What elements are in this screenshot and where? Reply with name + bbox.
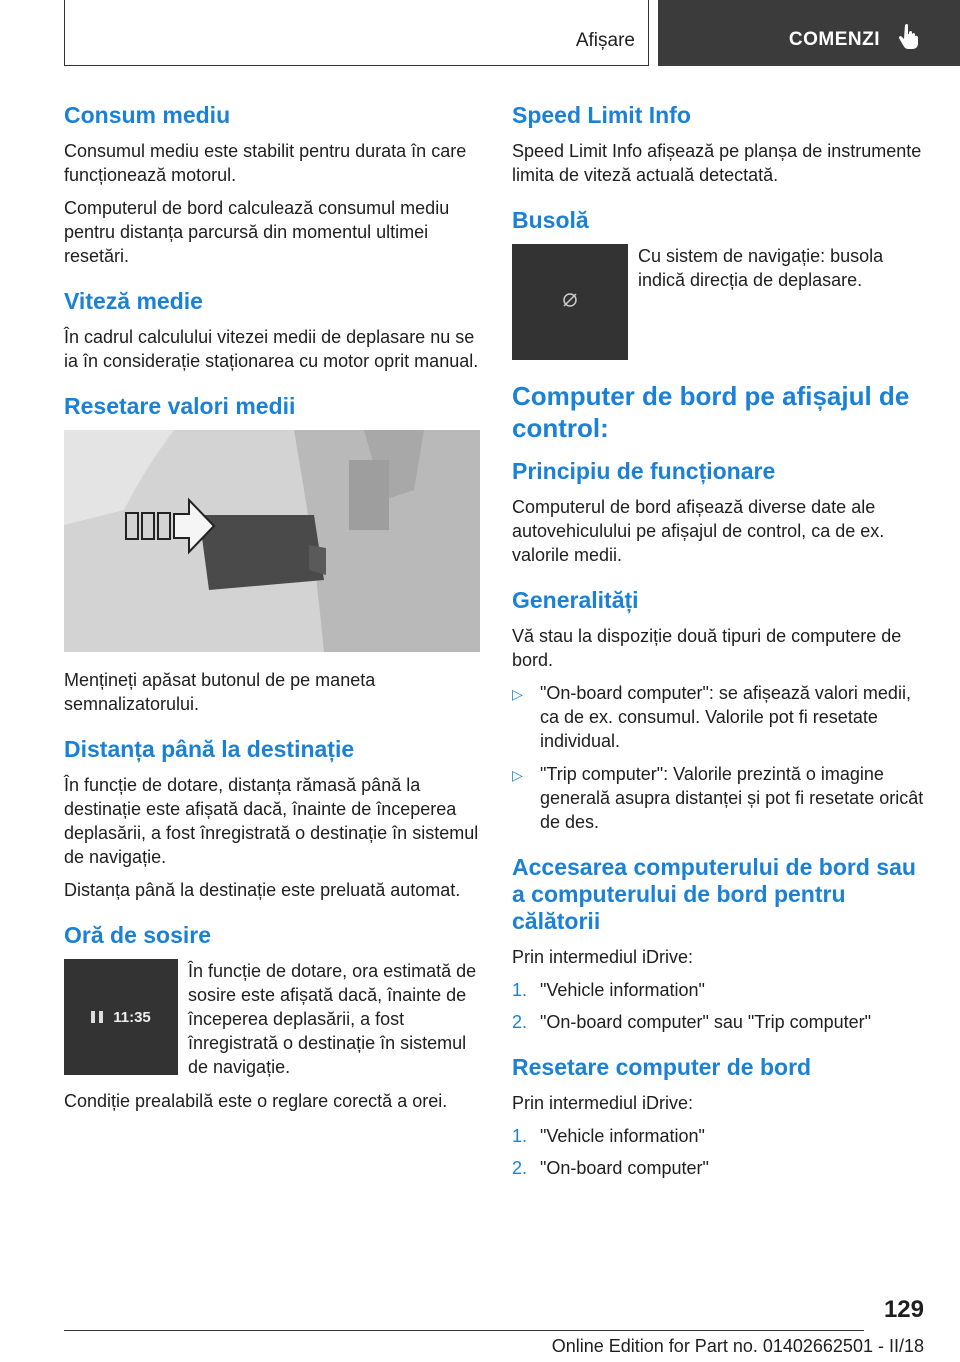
section-ora-sosire [64,922,480,1113]
paragraph: Consumul mediu este stabilit pentru durata în care funcționează motorul. [64,141,467,185]
footer-edition: Online Edition for Part no. 01402662501 - II/18 [551,1336,924,1356]
paragraph: Speed Limit Info afișează pe planșa de instrumente limita de viteză actuală detectată. [512,141,922,185]
section-principiu [512,458,928,567]
page-number: 129 [883,1296,924,1323]
triangle-bullet-icon: ▷ [512,686,523,702]
heading-busola: Busolă [512,207,589,233]
heading-consum-mediu: Consum mediu [64,102,231,128]
heading-speed-limit-info: Speed Limit Info [512,102,691,128]
heading-resetare-valori: Resetare valori medii [64,393,296,419]
left-column [64,102,480,1133]
list-item-text: "Vehicle information" [540,1126,705,1146]
list-item [512,762,928,834]
arrival-time-display [64,959,178,1075]
header-chapter-title: COMENZI [788,29,880,50]
step-number: 1. [512,980,528,1000]
step-number: 2. [512,1158,528,1178]
paragraph: Computerul de bord calculează consumul mediu pentru distanța parcursă din momentul ultimei resetări. [64,198,450,266]
header-section-title: Afișare [575,30,635,51]
step-number: 1. [512,1126,528,1146]
right-column [512,102,928,1200]
heading-viteza-medie: Viteză medie [64,288,203,314]
section-accesare [512,854,928,1034]
section-resetare-computer [512,1054,928,1180]
header-chapter-tab [658,0,960,66]
list-item [512,1156,928,1180]
list-item-text: "On-board computer" [540,1158,709,1178]
flag-icon [91,1011,107,1023]
section-distanta-destinatie [64,736,480,902]
list-item [512,681,928,753]
arrival-time-row [64,959,480,1079]
compass-display [512,244,628,360]
paragraph: Prin intermediul iDrive: [512,947,694,967]
section-busola [512,207,928,360]
heading-distanta-destinatie: Distanța până la destinație [64,736,355,762]
list-item-text: "On-board computer": se afișează valori medii, ca de ex. consumul. Valorile pot fi resetate individual. [540,683,911,751]
paragraph: Vă stau la dispoziție două tipuri de computere de bord. [512,626,902,670]
section-speed-limit-info [512,102,928,187]
section-viteza-medie [64,288,480,373]
paragraph: În funcție de dotare, distanța rămasă până la destinație este afișată dacă, înainte de începerea deplasării, a fost înregistrată o destinație în sistemul de navigație. [64,775,479,867]
list-item [512,978,928,1002]
list-item-text: "Vehicle information" [540,980,705,1000]
section-generalitati [512,587,928,834]
heading-accesare: Accesarea computerului de bord sau a computerului de bord pentru călătorii [512,854,916,934]
heading-resetare-computer: Resetare computer de bord [512,1054,812,1080]
paragraph: Condiție prealabilă este o reglare corectă a orei. [64,1091,448,1111]
paragraph: În funcție de dotare, ora estimată de sosire este afișată dacă, înainte de începerea deplasării, a fost înregistrată o destinație în sistemul de navigație. [188,961,477,1077]
compass-icon [561,291,579,314]
footer-divider [64,1330,864,1331]
photo-caption: Mențineți apăsat butonul de pe maneta semnalizatorului. [64,670,376,714]
heading-principiu: Principiu de funcționare [512,458,776,484]
paragraph: Prin intermediul iDrive: [512,1093,694,1113]
heading-generalitati: Generalități [512,587,639,613]
compass-row [512,244,928,360]
paragraph: Distanța până la destinație este preluată automat. [64,880,461,900]
paragraph: Computerul de bord afișează diverse date ale autovehiculului pe afișajul de control, ca de ex. valorile medii. [512,497,885,565]
list-item [512,1010,928,1034]
paragraph: În cadrul calculului vitezei medii de deplasare nu se ia în considerație staționarea cu motor oprit manual. [64,327,479,371]
step-number: 2. [512,1012,528,1032]
list-item-text: "Trip computer": Valorile prezintă o imagine generală asupra distanței și pot fi resetate oricât de des. [540,764,924,832]
list-item-text: "On-board computer" sau "Trip computer" [540,1012,872,1032]
list-item [512,1124,928,1148]
triangle-bullet-icon: ▷ [512,767,523,783]
section-resetare-valori [64,393,480,716]
section-consum-mediu [64,102,480,268]
hand-pointer-icon [898,23,920,54]
paragraph: Cu sistem de navigație: busola indică direcția de deplasare. [638,246,884,290]
heading-computer-de-bord: Computer de bord pe afișajul de control: [512,381,910,443]
heading-ora-sosire: Oră de sosire [64,922,212,948]
arrival-time-value: 11:35 [113,1008,151,1026]
turn-signal-lever-photo [64,430,480,652]
